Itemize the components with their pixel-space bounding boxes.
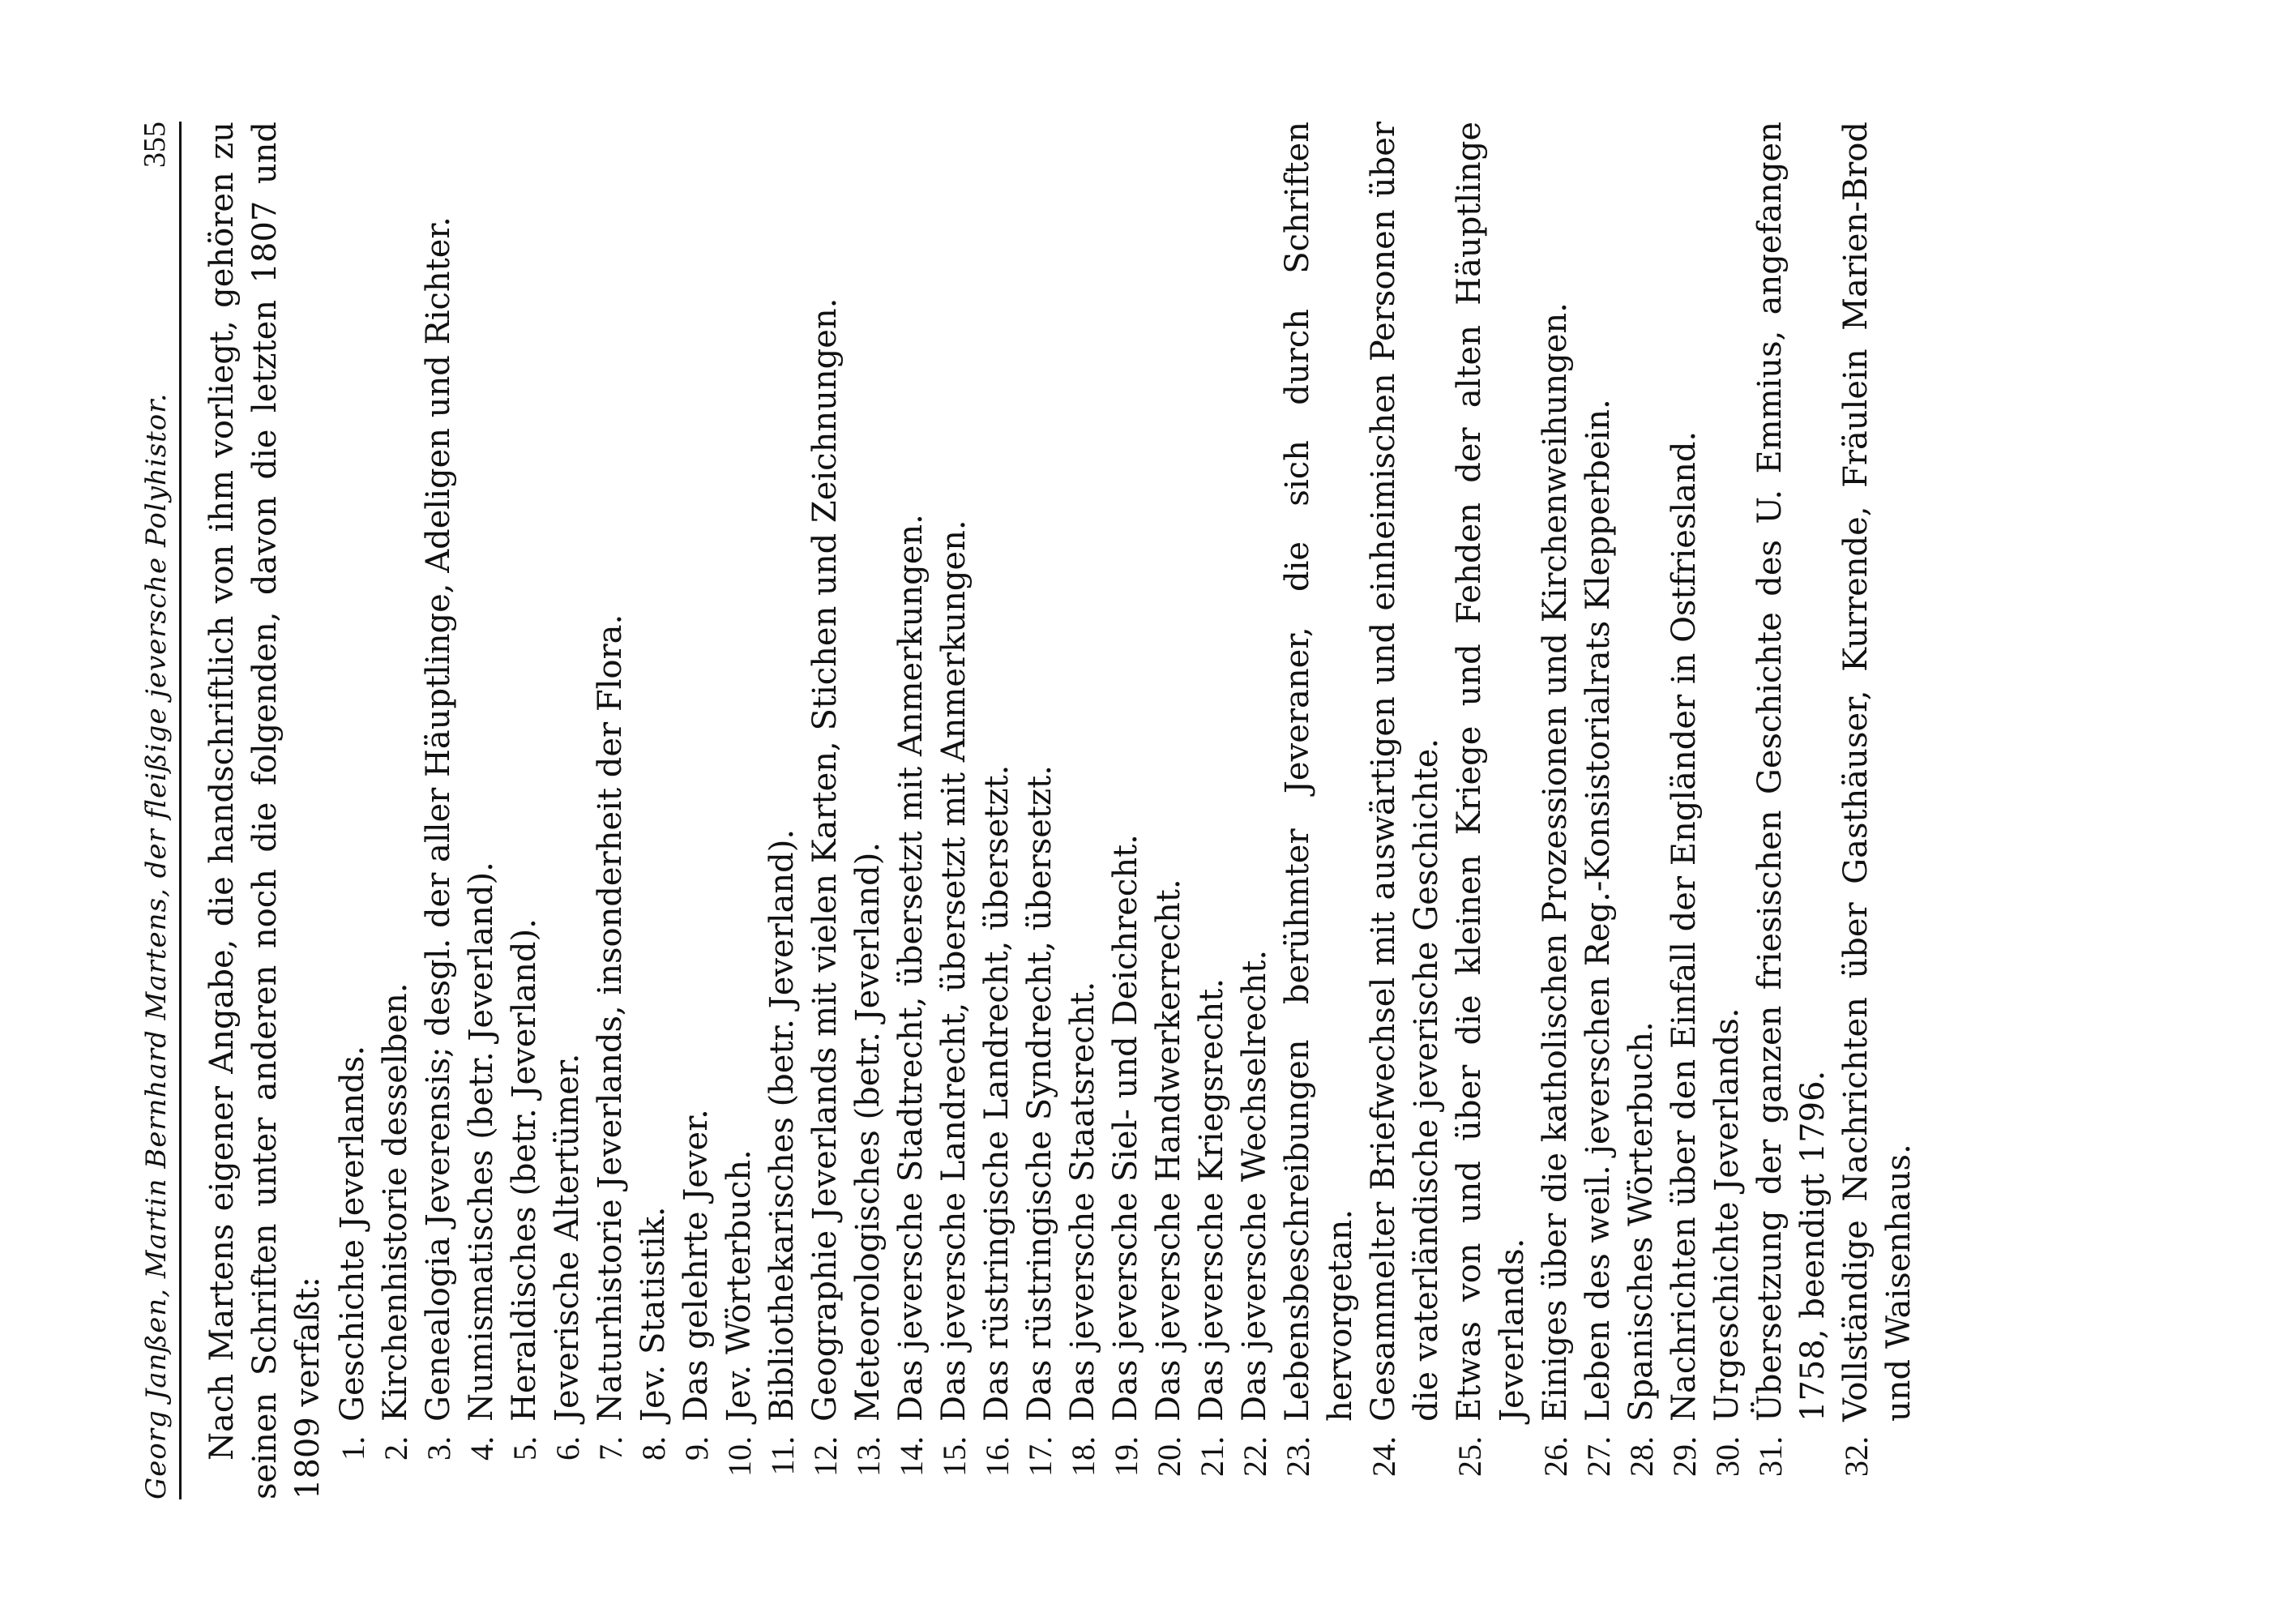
item-number: 30. xyxy=(1709,1436,1746,1477)
item-text: Jeverische Altertümer. xyxy=(549,1053,586,1422)
item-number: 1. xyxy=(335,1436,371,1461)
running-head: Georg Janßen, Martin Bernhard Martens, der fleißige jeversche Polyhistor. xyxy=(140,392,173,1499)
item-text: Jev. Statistik. xyxy=(635,1206,672,1422)
list-item xyxy=(1105,122,1148,1499)
list-item xyxy=(718,122,761,1499)
document-page xyxy=(130,122,2196,1499)
item-number: 21. xyxy=(1194,1436,1230,1477)
item-number: 8. xyxy=(635,1436,672,1461)
item-text: Übersetzung der ganzen friesischen Geschichte des U. Emmius, angefangen 1758, beendigt 1796. xyxy=(1751,122,1832,1422)
item-number: 24. xyxy=(1366,1436,1402,1477)
list-item xyxy=(417,122,460,1499)
list-item xyxy=(589,122,632,1499)
list-item xyxy=(503,122,546,1499)
item-number: 19. xyxy=(1108,1436,1144,1477)
item-text: Urgeschichte Jeverlands. xyxy=(1708,1007,1746,1422)
page-body xyxy=(201,122,1921,1499)
item-text: Das jeversche Siel- und Deichrecht. xyxy=(1107,834,1144,1422)
list-item xyxy=(374,122,417,1499)
list-item xyxy=(1706,122,1749,1499)
item-number: 26. xyxy=(1537,1436,1574,1477)
item-number: 6. xyxy=(549,1436,586,1461)
works-list xyxy=(331,122,1921,1499)
list-item xyxy=(1749,122,1835,1499)
item-text: Kirchenhistorie desselben. xyxy=(377,982,414,1422)
item-text: Jev. Wörterbuch. xyxy=(720,1149,758,1422)
page-number: 355 xyxy=(138,122,172,168)
item-number: 11. xyxy=(764,1436,801,1476)
list-item xyxy=(1362,122,1448,1499)
item-text: Heraldisches (betr. Jeverland). xyxy=(506,918,543,1422)
item-text: Geographie Jeverlands mit vielen Karten, Stichen und Zeichnungen. xyxy=(806,297,844,1422)
item-text: Einiges über die katholischen Prozessionen und Kirchenweihungen. xyxy=(1537,302,1574,1422)
item-number: 4. xyxy=(464,1436,500,1461)
item-number: 5. xyxy=(507,1436,543,1461)
item-text: Genealogia Jeverensis; desgl. der aller Häuptlinge, Adeligen und Richter. xyxy=(420,216,457,1422)
list-item xyxy=(1534,122,1577,1499)
item-number: 25. xyxy=(1452,1436,1488,1477)
list-item xyxy=(632,122,675,1499)
item-text: Geschichte Jeverlands. xyxy=(334,1045,371,1422)
list-item xyxy=(976,122,1019,1499)
item-number: 13. xyxy=(850,1436,887,1477)
list-item xyxy=(1019,122,1062,1499)
item-number: 10. xyxy=(721,1436,758,1477)
item-number: 9. xyxy=(678,1436,715,1461)
item-number: 7. xyxy=(592,1436,629,1461)
list-item xyxy=(1191,122,1234,1499)
list-item xyxy=(331,122,374,1499)
item-text: Spanisches Wörterbuch. xyxy=(1623,1021,1660,1422)
list-item xyxy=(546,122,589,1499)
list-item xyxy=(761,122,804,1499)
item-number: 27. xyxy=(1580,1436,1617,1477)
item-text: Das jeversche Staatsrecht. xyxy=(1064,981,1101,1422)
item-text: Leben des weil. jeverschen Reg.-Konsistorialrats Klepperbein. xyxy=(1580,399,1617,1422)
item-number: 32. xyxy=(1838,1436,1875,1477)
intro-paragraph: Nach Martens eigener Angabe, die handschriftlich von ihm vorliegt, gehören zu seinen Schriften unter anderen noch die folgenden, davon die letzten 1807 und 1809 verfaßt: xyxy=(203,122,327,1499)
item-text: Das rüstringische Syndrecht, übersetzt. xyxy=(1021,765,1058,1422)
item-number: 16. xyxy=(979,1436,1015,1477)
item-number: 22. xyxy=(1237,1436,1273,1477)
list-item xyxy=(1663,122,1706,1499)
item-text: Das jeversche Landrecht, übersetzt mit Anmerkungen. xyxy=(935,520,973,1422)
page-header xyxy=(130,122,182,1499)
item-text: Nachrichten über den Einfall der Engländer in Ostfriesland. xyxy=(1665,430,1703,1422)
item-number: 31. xyxy=(1752,1436,1789,1477)
item-text: Etwas von und über die kleinen Kriege und Fehden der alten Häuptlinge Jeverlands. xyxy=(1451,122,1531,1422)
list-item xyxy=(890,122,933,1499)
item-text: Das jeversche Handwerkerrecht. xyxy=(1150,879,1187,1422)
item-text: Numismatisches (betr. Jeverland). xyxy=(463,862,500,1422)
item-text: Das jeversche Stadtrecht, übersetzt mit Anmerkungen. xyxy=(892,514,930,1422)
item-number: 18. xyxy=(1065,1436,1101,1477)
item-number: 20. xyxy=(1151,1436,1187,1477)
item-text: Vollständige Nachrichten über Gasthäuser, Kurrende, Fräulein Marien-Brod und Waisenhaus. xyxy=(1837,122,1918,1422)
item-number: 12. xyxy=(807,1436,844,1477)
item-number: 14. xyxy=(893,1436,930,1477)
list-item xyxy=(804,122,847,1499)
list-item xyxy=(1234,122,1276,1499)
list-item xyxy=(1577,122,1620,1499)
list-item xyxy=(1276,122,1362,1499)
item-text: Lebensbeschreibungen berühmter Jeveraner, die sich durch Schriften hervorgetan. xyxy=(1279,122,1359,1422)
item-text: Das jeversche Wechselrecht. xyxy=(1236,949,1273,1422)
item-number: 2. xyxy=(378,1436,414,1461)
item-number: 28. xyxy=(1623,1436,1660,1477)
list-item xyxy=(460,122,503,1499)
item-text: Das rüstringische Landrecht, übersetzt. xyxy=(978,764,1015,1422)
item-text: Bibliothekarisches (betr. Jeverland). xyxy=(763,828,801,1422)
item-number: 17. xyxy=(1022,1436,1058,1477)
item-number: 15. xyxy=(936,1436,973,1477)
item-number: 29. xyxy=(1666,1436,1703,1477)
item-text: Naturhistorie Jeverlands, insonderheit der Flora. xyxy=(592,614,629,1422)
list-item xyxy=(1062,122,1105,1499)
item-text: Gesammelter Briefwechsel mit auswärtigen und einheimischen Personen über die vaterländische jeverische Geschichte. xyxy=(1365,122,1445,1422)
item-text: Das jeversche Kriegsrecht. xyxy=(1193,977,1230,1422)
item-text: Das gelehrte Jever. xyxy=(678,1109,715,1422)
list-item xyxy=(1835,122,1921,1499)
list-item xyxy=(1148,122,1191,1499)
list-item xyxy=(847,122,890,1499)
item-text: Meteorologisches (betr. Jeverland). xyxy=(849,841,887,1422)
list-item xyxy=(675,122,718,1499)
item-number: 3. xyxy=(421,1436,457,1461)
item-number: 23. xyxy=(1280,1436,1316,1477)
list-item xyxy=(933,122,976,1499)
list-item xyxy=(1620,122,1663,1499)
list-item xyxy=(1448,122,1534,1499)
